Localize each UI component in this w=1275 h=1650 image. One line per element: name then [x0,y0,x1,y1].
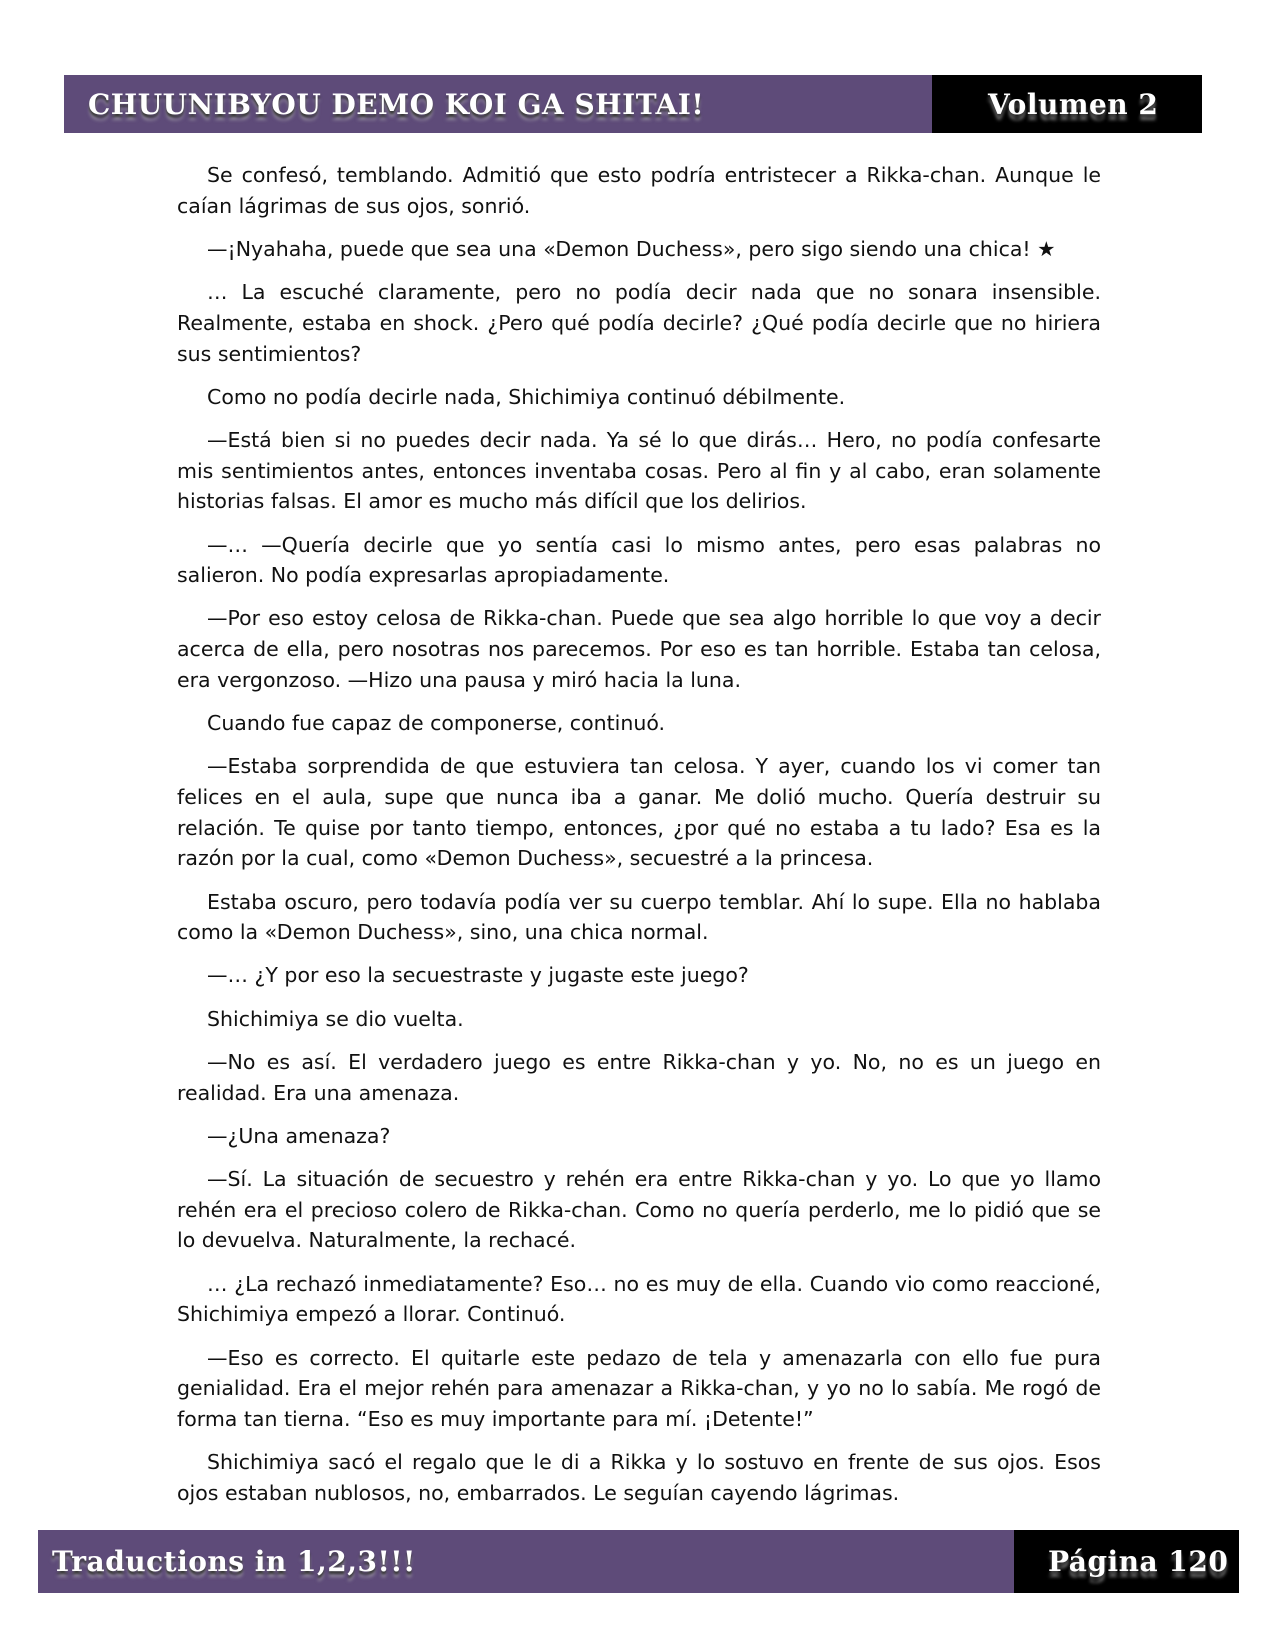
header-title-panel [64,75,932,133]
paragraph: Shichimiya sacó el regalo que le di a Rikka y lo sostuvo en frente de sus ojos. Esos ojos estaban nublosos, no, embarrados. Le seguían cayendo lágrimas. [177,1450,1101,1505]
page-footer [38,1530,1239,1593]
paragraph: Estaba oscuro, pero todavía podía ver su cuerpo temblar. Ahí lo supe. Ella no hablaba como la «Demon Duchess», sino, una chica normal. [177,889,1101,945]
paragraph: Como no podía decirle nada, Shichimiya continuó débilmente. [207,384,846,409]
paragraph: … ¿La rechazó inmediatamente? Eso… no es muy de ella. Cuando vio como reaccioné, Shichimiya empezó a llorar. Continuó. [177,1271,1101,1327]
paragraph: —… ¿Y por eso la secuestraste y jugaste este juego? [207,963,749,988]
paragraph: Se confesó, temblando. Admitió que esto podría entristecer a Rikka-chan. Aunque le caían lágrimas de sus ojos, sonrió. [177,163,1101,218]
translation-group-label: Traductions in 1,2,3!!! [52,1545,416,1578]
footer-group-panel [38,1530,1014,1593]
paragraph: —Estaba sorprendida de que estuviera tan celosa. Y ayer, cuando los vi comer tan felices en el aula, supe que nunca iba a ganar. Me dolió mucho. Quería destruir su relación. Te quise por tanto tiempo, entonces, ¿por qué no estaba a tu lado? Esa es la razón por la cual, como «Demon Duchess», secuestré a la princesa. [177,754,1101,871]
paragraph: —Por eso estoy celosa de Rikka-chan. Puede que sea algo horrible lo que voy a decir acerca de ella, pero nosotras nos parecemos. Por eso es tan horrible. Estaba tan celosa, era vergonzoso. —Hizo una pausa y miró hacia la luna. [177,606,1101,692]
paragraph: … La escuché claramente, pero no podía decir nada que no sonara insensible. Realmente, estaba en shock. ¿Pero qué podía decirle? ¿Qué podía decirle que no hiriera sus sentimientos? [177,280,1101,366]
paragraph: Shichimiya se dio vuelta. [207,1006,464,1031]
book-title: CHUUNIBYOU DEMO KOI GA SHITAI! [88,87,705,121]
paragraph: —¿Una amenaza? [207,1123,391,1148]
paragraph: —¡Nyahaha, puede que sea una «Demon Duchess», pero sigo siendo una chica! ★ [207,236,1056,261]
header-volume-panel [932,75,1202,133]
page-number: Página 120 [1048,1545,1229,1578]
paragraph: —No es así. El verdadero juego es entre Rikka-chan y yo. No, no es un juego en realidad. Era una amenaza. [177,1049,1101,1105]
paragraph: —Eso es correcto. El quitarle este pedazo de tela y amenazarla con ello fue pura genialidad. Era el mejor rehén para amenazar a Rikka-chan, y yo no lo sabía. Me rogó de forma tan tierna. “Eso es muy importante para mí. ¡Detente!” [177,1345,1101,1431]
page-body [177,160,1101,1515]
volume-label: Volumen 2 [988,87,1159,121]
paragraph: —… —Quería decirle que yo sentía casi lo mismo antes, pero esas palabras no salieron. No podía expresarlas apropiadamente. [177,532,1101,588]
paragraph: —Sí. La situación de secuestro y rehén era entre Rikka-chan y yo. Lo que yo llamo rehén era el precioso colero de Rikka-chan. Como no quería perderlo, me lo pidió que se lo devuelva. Naturalmente, la rechacé. [177,1166,1101,1253]
footer-page-panel [1014,1530,1239,1593]
paragraph: —Está bien si no puedes decir nada. Ya sé lo que dirás… Hero, no podía confesarte mis sentimientos antes, entonces inventaba cosas. Pero al fin y al cabo, eran solamente historias falsas. El amor es mucho más difícil que los delirios. [177,427,1101,514]
page-header [64,75,1202,133]
paragraph: Cuando fue capaz de componerse, continuó. [207,711,666,736]
